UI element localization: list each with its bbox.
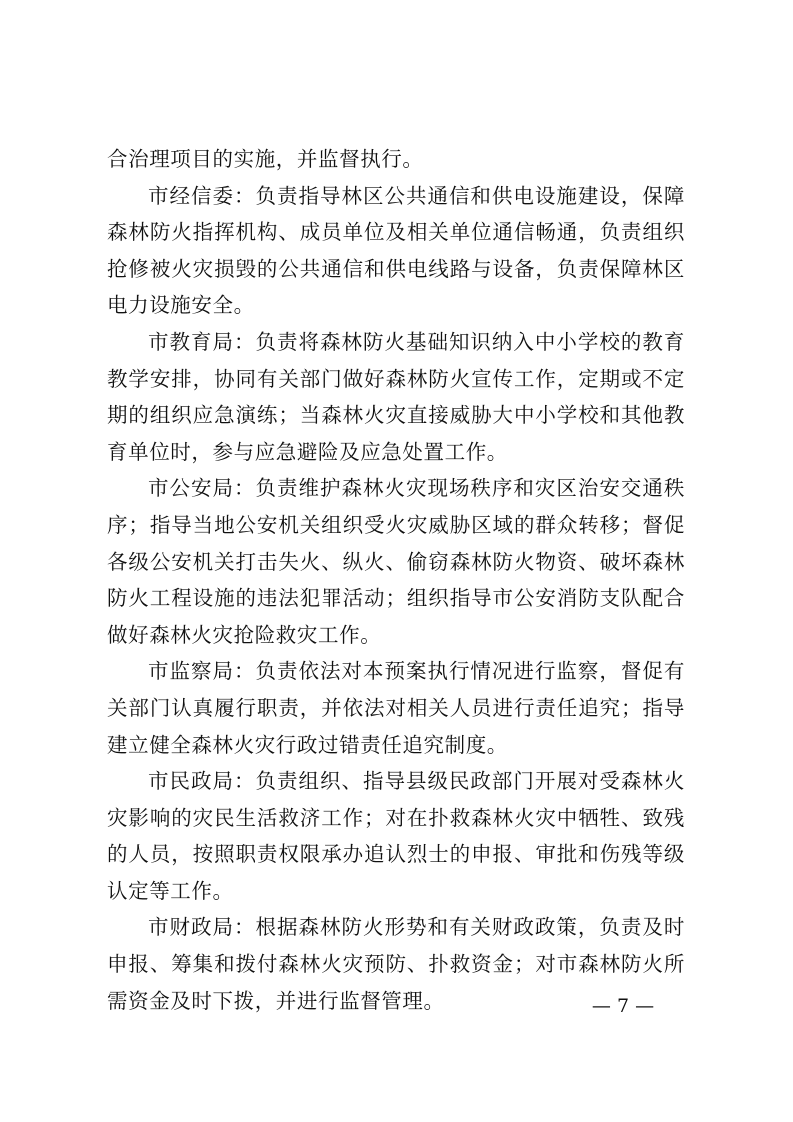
paragraph-public-security-bureau: 市公安局：负责维护森林火灾现场秩序和灾区治安交通秩序；指导当地公安机关组织受火灾威胁区域的群众转移；督促各级公安机关打击失火、纵火、偷窃森林防火物资、破坏森林防火工程设施的违法犯罪活动；组织指导市公安消防支队配合做好森林火灾抢险救灾工作。	[107, 476, 685, 647]
paragraph-finance-bureau: 市财政局：根据森林防火形势和有关财政政策，负责及时申报、筹集和拨付森林火灾预防、扑救资金；对市森林防火所需资金及时下拨，并进行监督管理。	[107, 915, 685, 1013]
paragraph-continuation: 合治理项目的实施，并监督执行。	[107, 147, 424, 171]
paragraph-economic-info-commission: 市经信委：负责指导林区公共通信和供电设施建设，保障森林防火指挥机构、成员单位及相关单位通信畅通，负责组织抢修被火灾损毁的公共通信和供电线路与设备，负责保障林区电力设施安全。	[107, 183, 685, 318]
page-number: — 7 —	[591, 995, 655, 1017]
document-body	[107, 141, 685, 1019]
paragraph-education-bureau: 市教育局：负责将森林防火基础知识纳入中小学校的教育教学安排，协同有关部门做好森林防火宣传工作，定期或不定期的组织应急演练；当森林火灾直接威胁大中小学校和其他教育单位时，参与应急避险及应急处置工作。	[107, 329, 685, 464]
paragraph-civil-affairs-bureau: 市民政局：负责组织、指导县级民政部门开展对受森林火灾影响的灾民生活救济工作；对在扑救森林火灾中牺牲、致残的人员，按照职责权限承办追认烈士的申报、审批和伤残等级认定等工作。	[107, 769, 685, 903]
paragraph-supervision-bureau: 市监察局：负责依法对本预案执行情况进行监察，督促有关部门认真履行职责，并依法对相关人员进行责任追究；指导建立健全森林火灾行政过错责任追究制度。	[107, 659, 685, 757]
